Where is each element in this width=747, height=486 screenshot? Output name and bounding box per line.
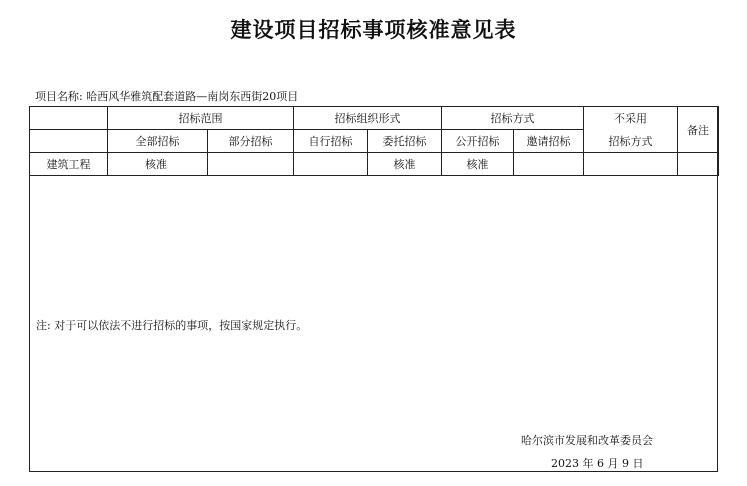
header-org-form: 招标组织形式 [294,107,442,130]
cell-not-adopted [584,153,678,176]
header-method-open: 公开招标 [442,130,514,153]
cell-org-self [294,153,368,176]
header-org-self: 自行招标 [294,130,368,153]
blank-header-cell [30,107,108,130]
header-not-adopted [584,107,678,153]
row-label: 建筑工程 [30,153,108,176]
cell-remarks [678,153,719,176]
header-row-1 [30,107,719,130]
cell-scope-partial [208,153,294,176]
header-not-adopted-line2: 招标方式 [608,135,653,148]
header-method: 招标方式 [442,107,584,130]
header-scope-full: 全部招标 [108,130,208,153]
issuing-authority: 哈尔滨市发展和改革委员会 [521,434,653,447]
header-method-invite: 邀请招标 [514,130,584,153]
header-remarks: 备注 [678,107,719,153]
issue-date: 2023 年 6 月 9 日 [551,457,644,470]
project-name-line: 项目名称: 哈西风华雅筑配套道路—南岗东西街20项目 [35,90,299,103]
header-not-adopted-line1: 不采用 [614,112,647,125]
cell-org-delegate: 核准 [368,153,442,176]
cell-method-open: 核准 [442,153,514,176]
document-title: 建设项目招标事项核准意见表 [230,17,517,42]
cell-method-invite [514,153,584,176]
blank-subheader-cell [30,130,108,153]
header-scope: 招标范围 [108,107,294,130]
header-scope-partial: 部分招标 [208,130,294,153]
table-row [30,153,719,176]
footnote: 注: 对于可以依法不进行招标的事项，按国家规定执行。 [36,319,308,332]
header-org-delegate: 委托招标 [368,130,442,153]
approval-table [29,106,719,176]
cell-scope-full: 核准 [108,153,208,176]
